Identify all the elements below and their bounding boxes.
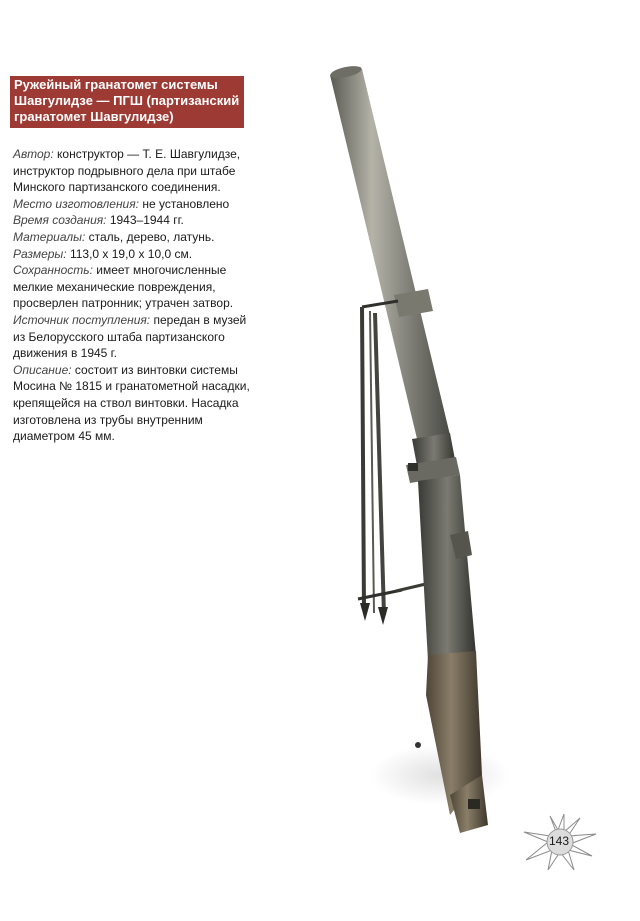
source-text-1: передан в музей — [150, 312, 247, 327]
source-label: Источник поступления: — [13, 312, 151, 327]
source-text-3: движения в 1945 г. — [13, 346, 117, 361]
time-label: Время создания: — [13, 213, 107, 228]
author-entry — [13, 146, 275, 196]
grenade-launcher-photo — [300, 55, 520, 845]
summary-text-2: Мосина № 1815 и гранатометной насадки, — [13, 379, 250, 394]
time-text-1: 1943–1944 гг. — [106, 213, 184, 228]
dimensions-entry — [13, 246, 275, 263]
materials-text-1: сталь, дерево, латунь. — [85, 229, 215, 244]
dimensions-label: Размеры: — [13, 246, 67, 261]
time-entry — [13, 212, 275, 229]
source-text-2: из Белорусского штаба партизанского — [13, 329, 225, 344]
condition-entry — [13, 262, 275, 312]
page-number: 143 — [548, 834, 570, 848]
condition-text-3: просверлен патронник; утрачен затвор. — [13, 296, 234, 311]
grenade-tube — [329, 64, 450, 443]
title-line-2: Шавгулидзе — ПГШ (партизанский — [14, 93, 240, 108]
condition-text-1: имеет многочисленные — [92, 263, 227, 278]
summary-text-4: изготовлена из трубы внутренним — [13, 412, 203, 427]
materials-label: Материалы: — [13, 229, 86, 244]
materials-entry — [13, 229, 275, 246]
author-text-2: инструктор подрывного дела при штабе — [13, 163, 236, 178]
summary-text-3: крепящейся на ствол винтовки. Насадка — [13, 395, 239, 410]
title-box — [10, 76, 244, 128]
place-entry — [13, 196, 275, 213]
title-line-1: Ружейный гранатомет системы — [14, 77, 218, 92]
source-entry — [13, 312, 275, 362]
condition-text-2: мелкие механические повреждения, — [13, 279, 216, 294]
summary-entry — [13, 362, 275, 445]
summary-text-5: диаметром 45 мм. — [13, 429, 115, 444]
place-text-1: не установлено — [138, 196, 230, 211]
summary-text-1: состоит из винтовки системы — [71, 362, 238, 377]
title-line-3: гранатомет Шавгулидзе) — [14, 109, 174, 124]
author-text-3: Минского партизанского соединения. — [13, 180, 221, 195]
condition-label: Сохранность: — [13, 263, 93, 278]
author-text-1: конструктор — Т. Е. Шавгулидзе, — [53, 147, 241, 161]
author-label: Автор: — [13, 147, 54, 161]
summary-label: Описание: — [13, 362, 72, 377]
place-label: Место изготовления: — [13, 196, 139, 211]
dimensions-text-1: 113,0 х 19,0 х 10,0 см. — [66, 246, 193, 261]
description — [13, 146, 275, 445]
